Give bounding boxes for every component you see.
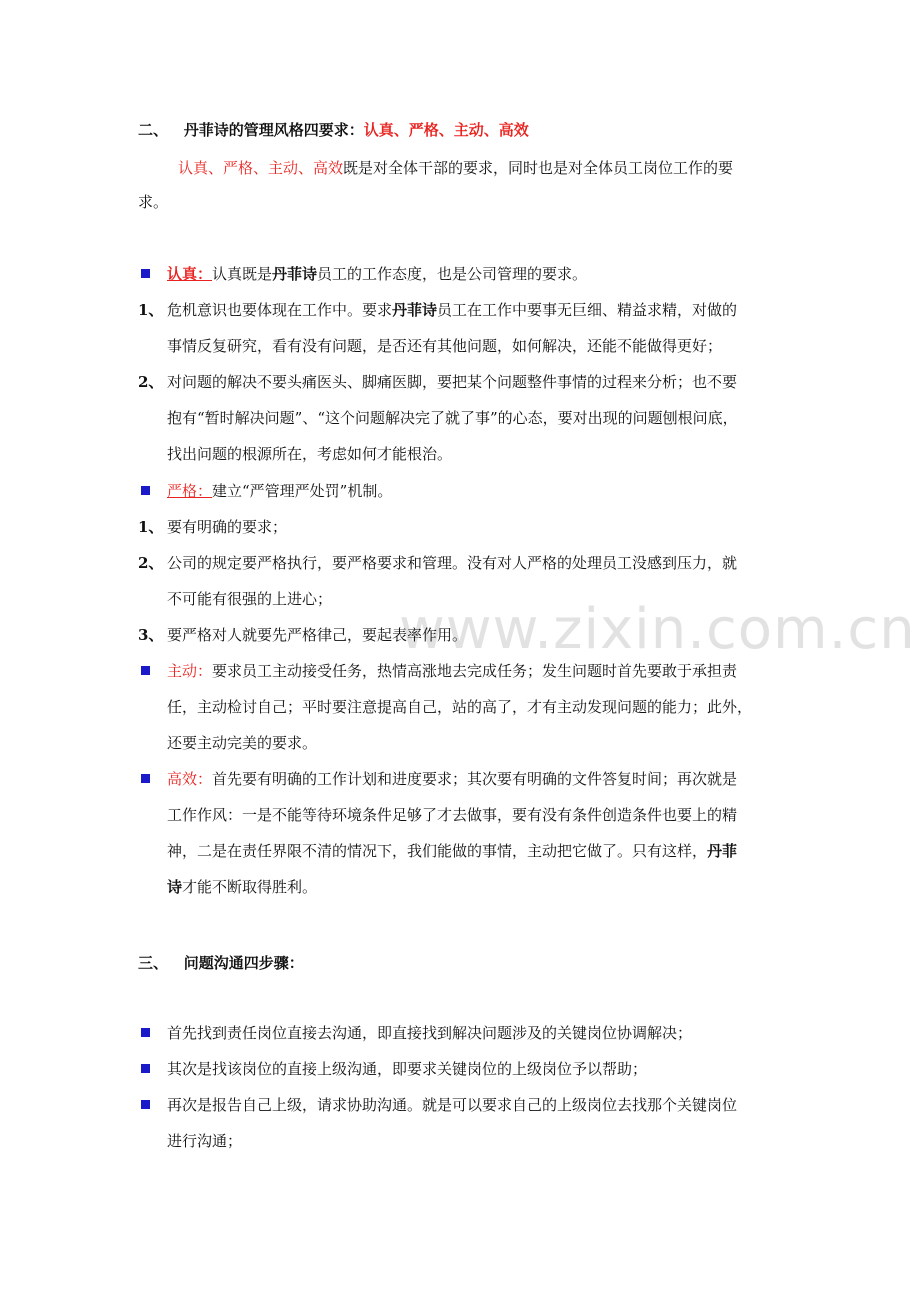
- square-bullet-icon: [141, 774, 150, 783]
- zhudong-line3: 还要主动完美的要求。: [167, 734, 318, 752]
- list-item-line: 要严格对人就要先严格律己，要起表率作用。: [167, 626, 468, 644]
- square-bullet-icon: [141, 1028, 150, 1037]
- yange-text: 建立“严管理严处罚”机制。: [212, 482, 393, 500]
- list-item-line: [167, 300, 737, 320]
- section2-heading: [138, 120, 529, 140]
- list-item-line: 抱有“暂时解决问题”、“这个问题解决完了就了事”的心态，要对出现的问题刨根问底，: [167, 409, 738, 427]
- yange-title-line: [167, 481, 392, 501]
- square-bullet-icon: [141, 486, 150, 495]
- gaoxiao-text: 神，二是在责任界限不清的情况下，我们能做的事情，主动把它做了。只有这样，: [167, 842, 708, 860]
- renzhen-text-b: 员工的工作态度，也是公司管理的要求。: [317, 265, 588, 283]
- brand-name: 诗: [167, 878, 183, 896]
- section2-title: 丹菲诗的管理风格四要求：: [183, 121, 364, 139]
- square-bullet-icon: [141, 666, 150, 675]
- section2-intro-line2: 求。: [138, 193, 169, 211]
- renzhen-label: 认真：: [167, 265, 213, 283]
- renzhen-title-line: [167, 264, 587, 284]
- gaoxiao-text: 首先要有明确的工作计划和进度要求；其次要有明确的文件答复时间；再次就是: [212, 770, 738, 788]
- intro-highlight: 认真、严格、主动、高效: [178, 159, 344, 177]
- square-bullet-icon: [141, 1100, 150, 1109]
- gaoxiao-line1: [167, 769, 737, 789]
- list-item-line: 对问题的解决不要头痛医头、脚痛医脚，要把某个问题整件事情的过程来分析；也不要: [167, 373, 738, 391]
- list-item-line: 事情反复研究，看有没有问题，是否还有其他问题，如何解决，还能不能做得更好；: [167, 337, 723, 355]
- brand-name: 丹菲诗: [392, 301, 438, 319]
- square-bullet-icon: [141, 269, 150, 278]
- gaoxiao-label: 高效：: [167, 770, 213, 788]
- zhudong-line1: [167, 661, 737, 681]
- section2-number: 二、: [138, 121, 169, 139]
- list-number: 1、: [138, 301, 164, 319]
- list-item-line: 找出问题的根源所在，考虑如何才能根治。: [167, 445, 453, 463]
- list-item: 再次是报告自己上级，请求协助沟通。就是可以要求自己的上级岗位去找那个关键岗位: [167, 1096, 738, 1114]
- list-item-line: 不可能有很强的上进心；: [167, 590, 333, 608]
- gaoxiao-line2: 工作作风：一是不能等待环境条件足够了才去做事，要有没有条件创造条件也要上的精: [167, 806, 738, 824]
- brand-name: 丹菲诗: [272, 265, 318, 283]
- list-number: 3、: [138, 626, 164, 644]
- section2-intro-line1: [178, 158, 733, 178]
- gaoxiao-line4: [167, 877, 317, 897]
- gaoxiao-text: 才能不断取得胜利。: [182, 878, 318, 896]
- list-number: 2、: [138, 554, 164, 572]
- list-number: 1、: [138, 518, 164, 536]
- gaoxiao-line3: [167, 841, 737, 861]
- list-item-line: 进行沟通；: [167, 1132, 243, 1150]
- list-item-text: 危机意识也要体现在工作中。要求: [167, 301, 393, 319]
- list-item: 其次是找该岗位的直接上级沟通，即要求关键岗位的上级岗位予以帮助；: [167, 1060, 648, 1078]
- list-item-line: 公司的规定要严格执行，要严格要求和管理。没有对人严格的处理员工没感到压力，就: [167, 554, 738, 572]
- renzhen-text-a: 认真既是: [212, 265, 273, 283]
- list-item-line: 要有明确的要求；: [167, 518, 288, 536]
- watermark: www.zixin.com.cn: [399, 597, 916, 662]
- list-number: 2、: [138, 373, 164, 391]
- zhudong-label: 主动：: [167, 662, 213, 680]
- zhudong-line2: 任，主动检讨自己；平时要注意提高自己，站的高了，才有主动发现问题的能力；此外，: [167, 698, 753, 716]
- section3-heading: [138, 953, 304, 973]
- zhudong-text: 要求员工主动接受任务，热情高涨地去完成任务；发生问题时首先要敢于承担责: [212, 662, 738, 680]
- list-item: 首先找到责任岗位直接去沟通，即直接找到解决问题涉及的关键岗位协调解决；: [167, 1024, 693, 1042]
- brand-name: 丹菲: [707, 842, 738, 860]
- section3-number: 三、: [138, 954, 169, 972]
- yange-label: 严格：: [167, 482, 213, 500]
- square-bullet-icon: [141, 1064, 150, 1073]
- section2-title-highlight: 认真、严格、主动、高效: [363, 121, 529, 139]
- list-item-text: 员工在工作中要事无巨细、精益求精，对做的: [437, 301, 738, 319]
- intro-text: 既是对全体干部的要求，同时也是对全体员工岗位工作的要: [343, 159, 734, 177]
- section3-title: 问题沟通四步骤：: [183, 954, 304, 972]
